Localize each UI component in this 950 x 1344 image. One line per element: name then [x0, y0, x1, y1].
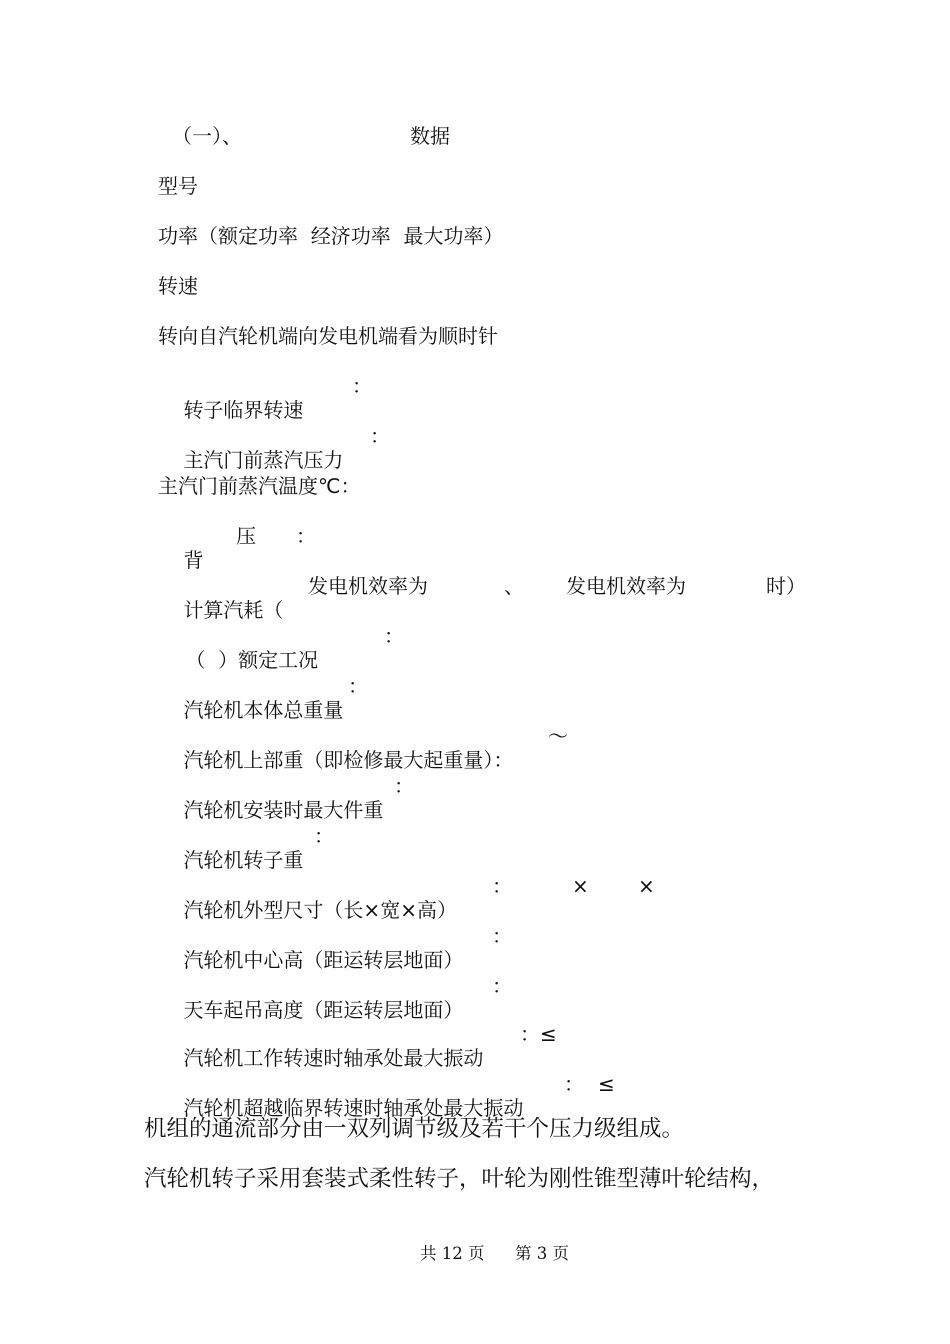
spec-label: 天车起吊高度（距运转层地面）	[183, 998, 464, 1022]
spec-label: 汽轮机外型尺寸（长×宽×高）	[183, 898, 457, 922]
spec-separator: ：	[296, 524, 316, 548]
spec-power: 功率（额定功率 经济功率 最大功率）	[158, 224, 504, 248]
paragraph-flow-section: 机组的通流部分由一双列调节级及若干个压力级组成。	[144, 1116, 685, 1142]
spec-part-2: 发电机效率为	[308, 574, 428, 598]
spec-separator: ：	[352, 374, 372, 398]
spec-label: 汽轮机转子重	[183, 848, 304, 872]
spec-value: ≤	[598, 1072, 615, 1096]
spec-separator: ：≤	[520, 1022, 557, 1046]
spec-label: 汽轮机超越临界转速时轴承处最大振动	[183, 1096, 524, 1120]
footer-total-pages: 共 12 页	[420, 1244, 485, 1263]
spec-times-2: ×	[638, 874, 655, 898]
spec-label-b: 压	[236, 524, 256, 548]
spec-label: 汽轮机上部重（即检修最大起重量）：	[183, 748, 514, 772]
section-number: （一）、	[172, 124, 242, 148]
spec-speed: 转速	[158, 274, 198, 298]
spec-label: 汽轮机工作转速时轴承处最大振动	[183, 1046, 484, 1070]
spec-separator: ：	[348, 674, 368, 698]
spec-label: 汽轮机本体总重量	[183, 698, 344, 722]
paragraph-rotor: 汽轮机转子采用套装式柔性转子，叶轮为刚性锥型薄叶轮结构，	[144, 1166, 775, 1192]
spec-times-1: ×	[572, 874, 589, 898]
spec-label: 汽轮机中心高（距运转层地面）	[183, 948, 464, 972]
spec-part-3: 、	[504, 574, 524, 598]
footer-current-page: 第 3 页	[515, 1244, 569, 1263]
spec-value: ～	[548, 724, 568, 748]
spec-label: 主汽门前蒸汽压力	[183, 448, 344, 472]
spec-part-5: 时）	[766, 574, 806, 598]
spec-label: （ ）额定工况	[185, 648, 319, 672]
spec-separator: ：	[394, 774, 414, 798]
spec-label: 转子临界转速	[183, 398, 304, 422]
spec-separator: ：	[492, 974, 512, 998]
spec-steam-temperature: 主汽门前蒸汽温度℃：	[158, 474, 361, 498]
spec-label: 汽轮机安装时最大件重	[183, 798, 384, 822]
spec-separator: ：	[564, 1072, 584, 1096]
spec-label-a: 背	[183, 548, 204, 572]
spec-separator: ：	[492, 924, 512, 948]
section-title: 数据	[410, 124, 450, 148]
spec-separator: ：	[314, 824, 334, 848]
spec-separator: ：	[384, 624, 404, 648]
spec-part-4: 发电机效率为	[566, 574, 686, 598]
spec-part-1: 计算汽耗（	[183, 598, 284, 622]
spec-steam-pressure	[158, 424, 390, 520]
spec-model: 型号	[158, 174, 198, 198]
spec-rotation: 转向自汽轮机端向发电机端看为顺时针	[158, 324, 498, 348]
spec-separator: ：	[370, 424, 390, 448]
spec-separator: ：	[492, 874, 512, 898]
